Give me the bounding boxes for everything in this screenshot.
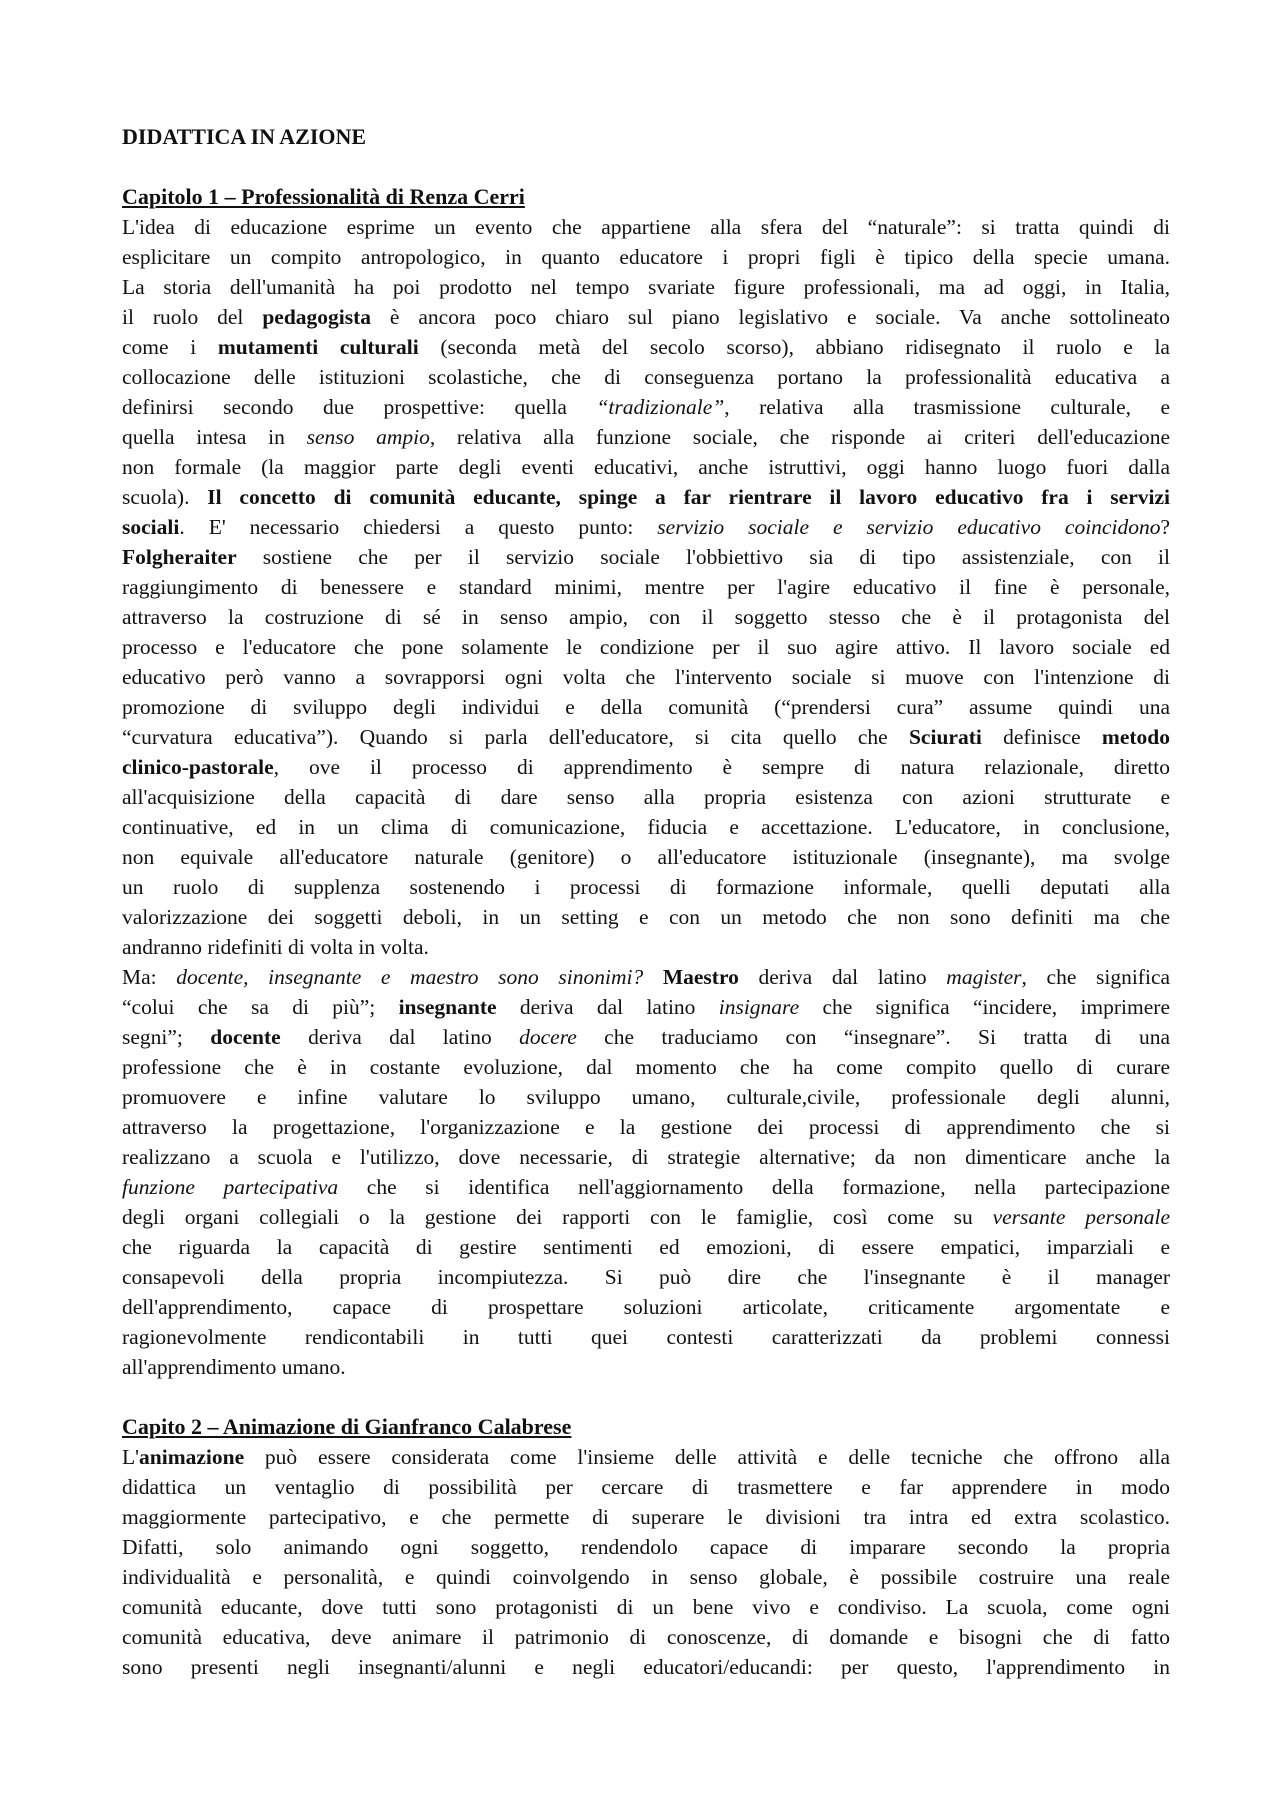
text-run: maggiormente partecipativo, e che permette di superare le divisioni tra intra ed extra scolastico. [122,1505,1170,1529]
text-run: degli organi collegiali o la gestione dei rapporti con le famiglie, così come su [122,1205,993,1229]
text-run: andranno ridefiniti di volta in volta. [122,935,429,959]
text-run: Ma: [122,965,177,989]
text-run: definirsi secondo due prospettive: quella [122,395,597,419]
text-run: attraverso la progettazione, l'organizzazione e la gestione dei processi di apprendimento che si [122,1115,1170,1139]
text-line [122,932,1170,962]
chapter-1 [122,182,1170,1382]
text-line [122,1622,1170,1652]
text-run: “colui che sa di più”; [122,995,399,1019]
text-line [122,1652,1170,1682]
text-run: come i [122,335,218,359]
text-run: che significa “incidere, imprimere [799,995,1170,1019]
text-line [122,902,1170,932]
text-line [122,1262,1170,1292]
text-run: all'acquisizione della capacità di dare senso alla propria esistenza con azioni strutturate e [122,785,1170,809]
text-run: collocazione delle istituzioni scolastiche, che di conseguenza portano la professionalità educativa a [122,365,1170,389]
text-run: deriva dal latino [738,965,947,989]
text-line [122,272,1170,302]
bold-text: Maestro [662,965,739,989]
italic-text: docente, insegnante e maestro sono sinonimi? [176,965,644,989]
bold-text: metodo [1101,725,1170,749]
document-title: DIDATTICA IN AZIONE [122,124,367,149]
text-run: valorizzazione dei soggetti deboli, in un setting e con un metodo che non sono definiti ma che [122,905,1170,929]
bold-text: Folgheraiter [122,545,237,569]
text-line [122,782,1170,812]
text-run: professione che è in costante evoluzione, dal momento che ha come compito quello di curare [122,1055,1170,1079]
text-line [122,632,1170,662]
text-run: L'idea di educazione esprime un evento che appartiene alla sfera del “naturale”: si tratta quindi di [122,215,1170,239]
text-run: ragionevolmente rendicontabili in tutti quei contesti caratterizzati da problemi connessi [122,1325,1170,1349]
text-run: “curvatura educativa”). Quando si parla dell'educatore, si cita quello che [122,725,909,749]
text-line [122,1352,1170,1382]
text-line [122,362,1170,392]
text-line [122,602,1170,632]
text-run: promuovere e infine valutare lo sviluppo umano, culturale,civile, professionale degli alunni, [122,1085,1170,1109]
text-run: non formale (la maggior parte degli eventi educativi, anche istruttivi, oggi hanno luogo fuori dalla [122,455,1170,479]
text-line [122,1322,1170,1352]
text-line [122,392,1170,422]
text-run: L' [122,1445,140,1469]
text-run: ? [1160,515,1170,539]
text-run: sono presenti negli insegnanti/alunni e negli educatori/educandi: per questo, l'apprendimento in [122,1655,1170,1679]
text-run: attraverso la costruzione di sé in senso ampio, con il soggetto stesso che è il protagonista del [122,605,1170,629]
text-run: consapevoli della propria incompiutezza. Si può dire che l'insegnante è il manager [122,1265,1170,1289]
text-line [122,662,1170,692]
text-line [122,722,1170,752]
text-line [122,1592,1170,1622]
bold-text: clinico-pastorale [122,755,274,779]
text-run: comunità educativa, deve animare il patrimonio di conoscenze, di domande e bisogni che di fatto [122,1625,1170,1649]
bold-text: sociali [122,515,180,539]
italic-text: servizio sociale e servizio educativo coincidono [657,515,1161,539]
bold-text: insegnante [398,995,497,1019]
text-run [643,965,663,989]
text-run: può essere considerata come l'insieme delle attività e delle tecniche che offrono alla [244,1445,1170,1469]
text-run: , relativa alla funzione sociale, che risponde ai criteri dell'educazione [429,425,1170,449]
text-line [122,1502,1170,1532]
chapter-heading: Capitolo 1 – Professionalità di Renza Cerri [122,184,525,209]
chapter-2 [122,1412,1170,1682]
italic-text: versante personale [992,1205,1170,1229]
text-run: raggiungimento di benessere e standard minimi, mentre per l'agire educativo il fine è personale, [122,575,1170,599]
text-line [122,1172,1170,1202]
paragraph-gap [122,1382,1170,1412]
text-line [122,1052,1170,1082]
text-line [122,1532,1170,1562]
bold-text: pedagogista [262,305,372,329]
text-run: che si identifica nell'aggiornamento della formazione, nella partecipazione [338,1175,1170,1199]
text-run: continuative, ed in un clima di comunicazione, fiducia e accettazione. L'educatore, in conclusione, [122,815,1170,839]
text-run: comunità educante, dove tutti sono protagonisti di un bene vivo e condiviso. La scuola, come ogni [122,1595,1170,1619]
text-line [122,842,1170,872]
text-line [122,452,1170,482]
text-run: (seconda metà del secolo scorso), abbiano ridisegnato il ruolo e la [418,335,1170,359]
italic-text: magister [946,965,1022,989]
text-line [122,872,1170,902]
text-run: un ruolo di supplenza sostenendo i processi di formazione informale, quelli deputati alla [122,875,1170,899]
text-line [122,482,1170,512]
italic-text: funzione partecipativa [122,1175,339,1199]
bold-text: Sciurati [908,725,982,749]
text-line [122,752,1170,782]
text-run: esplicitare un compito antropologico, in quanto educatore i propri figli è tipico della specie umana. [122,245,1170,269]
text-line [122,1232,1170,1262]
text-run: , che significa [1021,965,1170,989]
document-page [122,122,1170,1682]
text-line [122,812,1170,842]
text-line [122,512,1170,542]
text-run: Difatti, solo animando ogni soggetto, rendendolo capace di imparare secondo la propria [122,1535,1170,1559]
italic-text: insignare [718,995,800,1019]
text-run: didattica un ventaglio di possibilità per cercare di trasmettere e far apprendere in modo [122,1475,1170,1499]
text-run: realizzano a scuola e l'utilizzo, dove necessarie, di strategie alternative; da non dimenticare anche la [122,1145,1170,1169]
text-line [122,1142,1170,1172]
text-line [122,692,1170,722]
text-line [122,212,1170,242]
text-run: segni”; [122,1025,211,1049]
text-line [122,1442,1170,1472]
text-run: all'apprendimento umano. [122,1355,346,1379]
text-line [122,302,1170,332]
text-run: che riguarda la capacità di gestire sentimenti ed emozioni, di essere empatici, imparziali e [122,1235,1170,1259]
text-run: individualità e personalità, e quindi coinvolgendo in senso globale, è possibile costruire una reale [122,1565,1170,1589]
text-line [122,1472,1170,1502]
text-run: . E' necessario chiedersi a questo punto: [179,515,658,539]
chapter-body [122,1442,1170,1682]
text-line [122,1562,1170,1592]
text-line [122,332,1170,362]
text-line [122,572,1170,602]
text-line [122,242,1170,272]
chapter-heading: Capito 2 – Animazione di Gianfranco Calabrese [122,1414,572,1439]
text-run: sostiene che per il servizio sociale l'obbiettivo sia di tipo assistenziale, con il [236,545,1170,569]
text-run: deriva dal latino [280,1025,520,1049]
text-run: dell'apprendimento, capace di prospettare soluzioni articolate, criticamente argomentate e [122,1295,1170,1319]
text-line [122,1292,1170,1322]
italic-text: docere [519,1025,577,1049]
text-line [122,1112,1170,1142]
text-line [122,962,1170,992]
text-line [122,542,1170,572]
text-run: scuola). [122,485,208,509]
bold-text: animazione [139,1445,245,1469]
bold-text: Il concetto di comunità educante, spinge a far rientrare il lavoro educativo fra i servizi [207,485,1170,509]
bold-text: docente [210,1025,281,1049]
text-run: il ruolo del [122,305,263,329]
chapter-body [122,212,1170,1382]
italic-text: “tradizionale” [596,395,725,419]
text-run: quella intesa in [122,425,307,449]
text-run: che traduciamo con “insegnare”. Si tratta di una [576,1025,1170,1049]
text-line [122,1082,1170,1112]
text-run: La storia dell'umanità ha poi prodotto nel tempo svariate figure professionali, ma ad oggi, in Italia, [122,275,1170,299]
text-run: definisce [981,725,1102,749]
text-line [122,1202,1170,1232]
italic-text: senso ampio [306,425,430,449]
text-line [122,1022,1170,1052]
bold-text: mutamenti culturali [217,335,419,359]
text-run: deriva dal latino [496,995,719,1019]
text-line [122,992,1170,1022]
text-run: non equivale all'educatore naturale (genitore) o all'educatore istituzionale (insegnante), ma svolge [122,845,1170,869]
text-run: educativo però vanno a sovrapporsi ogni volta che l'intervento sociale si muove con l'intenzione di [122,665,1170,689]
text-run: promozione di sviluppo degli individui e della comunità (“prendersi cura” assume quindi una [122,695,1170,719]
text-run: è ancora poco chiaro sul piano legislativo e sociale. Va anche sottolineato [371,305,1170,329]
text-line [122,422,1170,452]
text-run: processo e l'educatore che pone solamente le condizione per il suo agire attivo. Il lavoro sociale ed [122,635,1170,659]
text-run: , relativa alla trasmissione culturale, e [724,395,1170,419]
text-run: , ove il processo di apprendimento è sempre di natura relazionale, diretto [273,755,1170,779]
